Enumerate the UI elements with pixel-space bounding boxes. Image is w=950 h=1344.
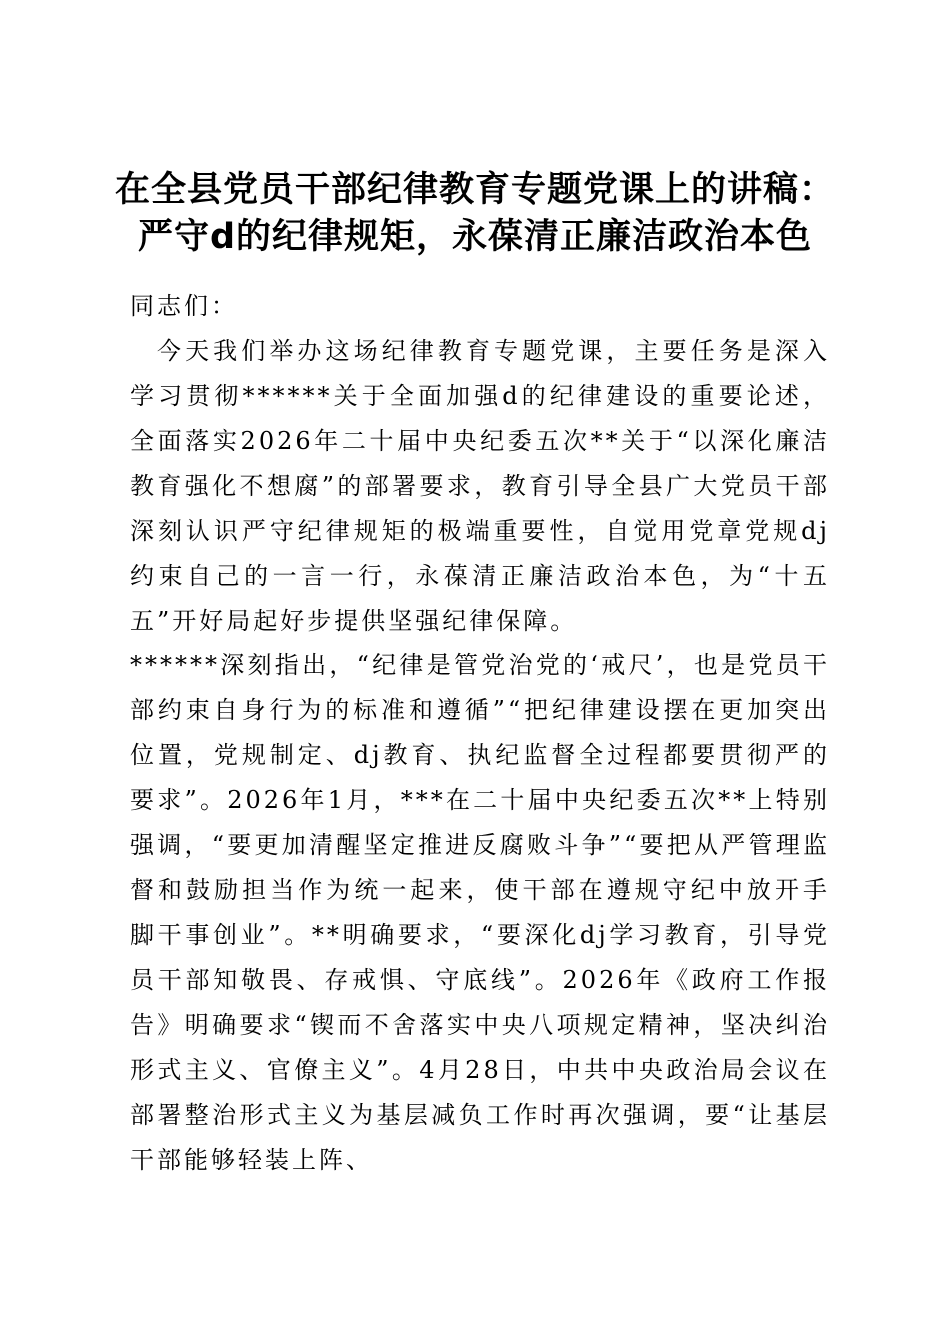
paragraph-2: ******深刻指出，“纪律是管党治党的‘戒尺’，也是党员干部约束自身行为的标准和遵循”“把纪律建设摆在更加突出位置，党规制定、dj教育、执纪监督全过程都要贯彻严的要求”。2026年1月，***在二十届中央纪委五次**上特别强调，“要更加清醒坚定推进反腐败斗争”“要把从严管理监督和鼓励担当作为统一起来，使干部在遵规守纪中放开手脚干事创业”。**明确要求，“要深化dj学习教育，引导党员干部知敬畏、存戒惧、守底线”。2026年《政府工作报告》明确要求“锲而不舍落实中央八项规定精神，坚决纠治形式主义、官僚主义”。4月28日，中共中央政治局会议在部署整治形式主义为基层减负工作时再次强调，要“让基层干部能够轻装上阵、 [130,651,830,1174]
greeting: 同志们： [130,292,238,320]
document-title-line-1: 在全县党员干部纪律教育专题党课上的讲稿： [114,170,835,210]
paragraph-1: 今天我们举办这场纪律教育专题党课，主要任务是深入学习贯彻******关于全面加强d的纪律建设的重要论述，全面落实2026年二十届中央纪委五次**关于“以深化廉洁教育强化不想腐”的部署要求，教育引导全县广大党员干部深刻认识严守纪律规矩的极端重要性，自觉用党章党规dj约束自己的一言一行，永葆清正廉洁政治本色，为“十五五”开好局起好步提供坚强纪律保障。 [130,337,830,635]
document-title-line-2: 严守d的纪律规矩，永葆清正廉洁政治本色 [137,217,813,257]
